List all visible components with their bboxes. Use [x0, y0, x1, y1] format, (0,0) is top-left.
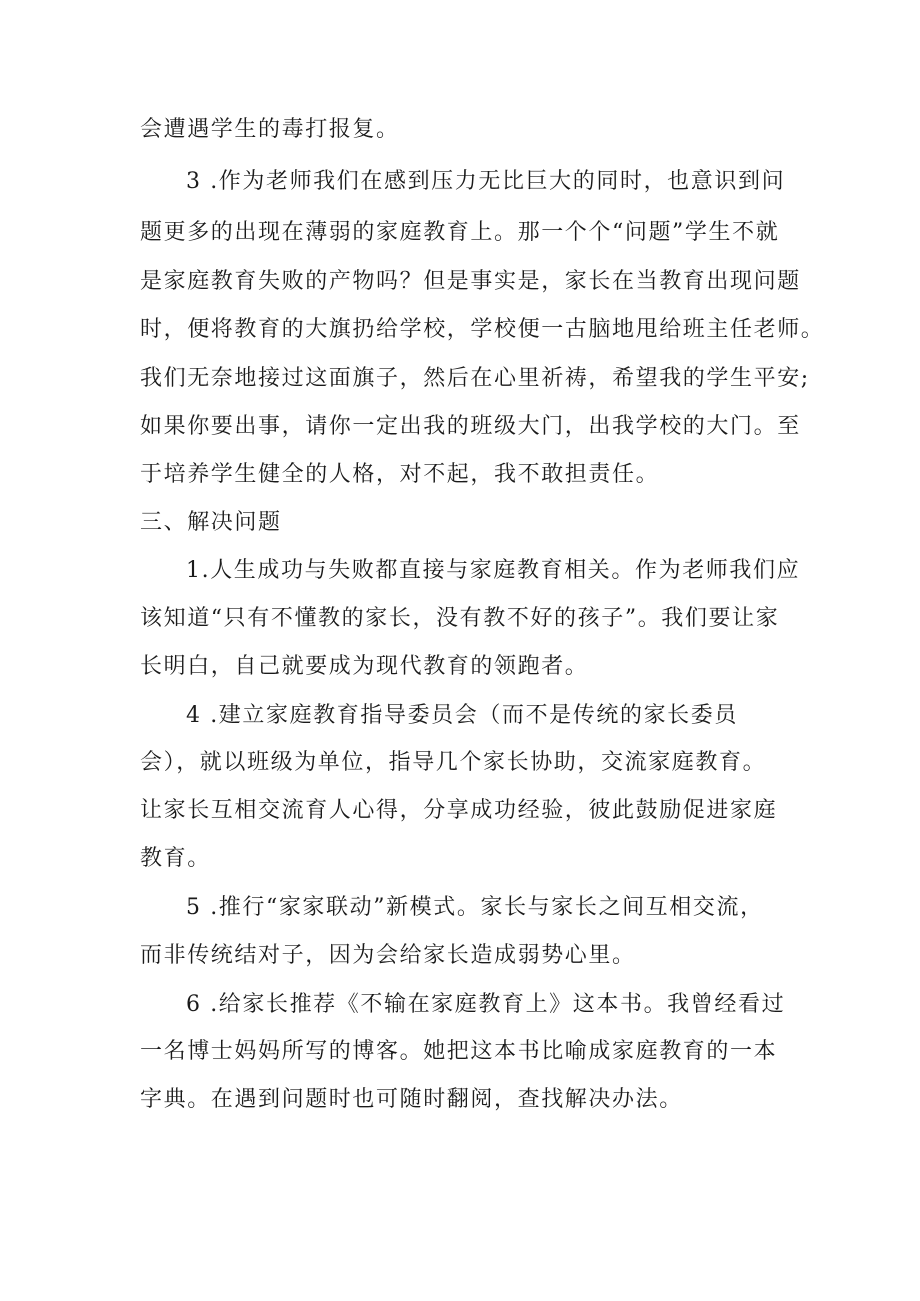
section-heading: 三、解决问题: [140, 510, 282, 535]
text-line-20: 一名博士妈妈所写的博客。她把这本书比喻成家庭教育的一本: [140, 1039, 778, 1064]
text-line-13: 4 .建立家庭教育指导委员会（而不是传统的家长委员: [186, 703, 738, 728]
text-line-15: 让家长互相交流育人心得，分享成功经验，彼此鼓励促进家庭: [140, 798, 778, 823]
text-line-4: 是家庭教育失败的产物吗？但是事实是，家长在当教育出现问题: [140, 269, 801, 294]
text-line-5: 时，便将教育的大旗扔给学校，学校便一古脑地甩给班主任老师。: [140, 317, 825, 342]
text-line-18: 而非传统结对子，因为会给家长造成弱势心里。: [140, 943, 636, 968]
text-line-1: 会遭遇学生的毒打报复。: [140, 117, 400, 142]
text-line-17: 5 .推行“家家联动”新模式。家长与家长之间互相交流，: [186, 895, 764, 920]
text-line-16: 教育。: [140, 846, 211, 871]
text-line-12: 长明白，自己就要成为现代教育的领跑者。: [140, 654, 589, 679]
text-line-10: 1.人生成功与失败都直接与家庭教育相关。作为老师我们应: [186, 558, 801, 583]
text-line-6: 我们无奈地接过这面旗子，然后在心里祈祷，希望我的学生平安;: [140, 366, 810, 391]
text-line-21: 字典。在遇到问题时也可随时翻阅，查找解决办法。: [140, 1087, 683, 1112]
text-line-14: 会），就以班级为单位，指导几个家长协助，交流家庭教育。: [140, 750, 767, 775]
text-line-2: 3 .作为老师我们在感到压力无比巨大的同时，也意识到问: [186, 169, 786, 194]
text-line-7: 如果你要出事，请你一定出我的班级大门，出我学校的大门。至: [140, 414, 801, 439]
text-line-3: 题更多的出现在薄弱的家庭教育上。那一个个“问题”学生不就: [140, 220, 780, 245]
text-line-11: 该知道“只有不懂教的家长，没有教不好的孩子”。我们要让家: [140, 606, 780, 631]
text-line-8: 于培养学生健全的人格，对不起，我不敢担责任。: [140, 462, 660, 487]
text-line-19: 6 .给家长推荐《不输在家庭教育上》这本书。我曾经看过: [186, 992, 786, 1017]
